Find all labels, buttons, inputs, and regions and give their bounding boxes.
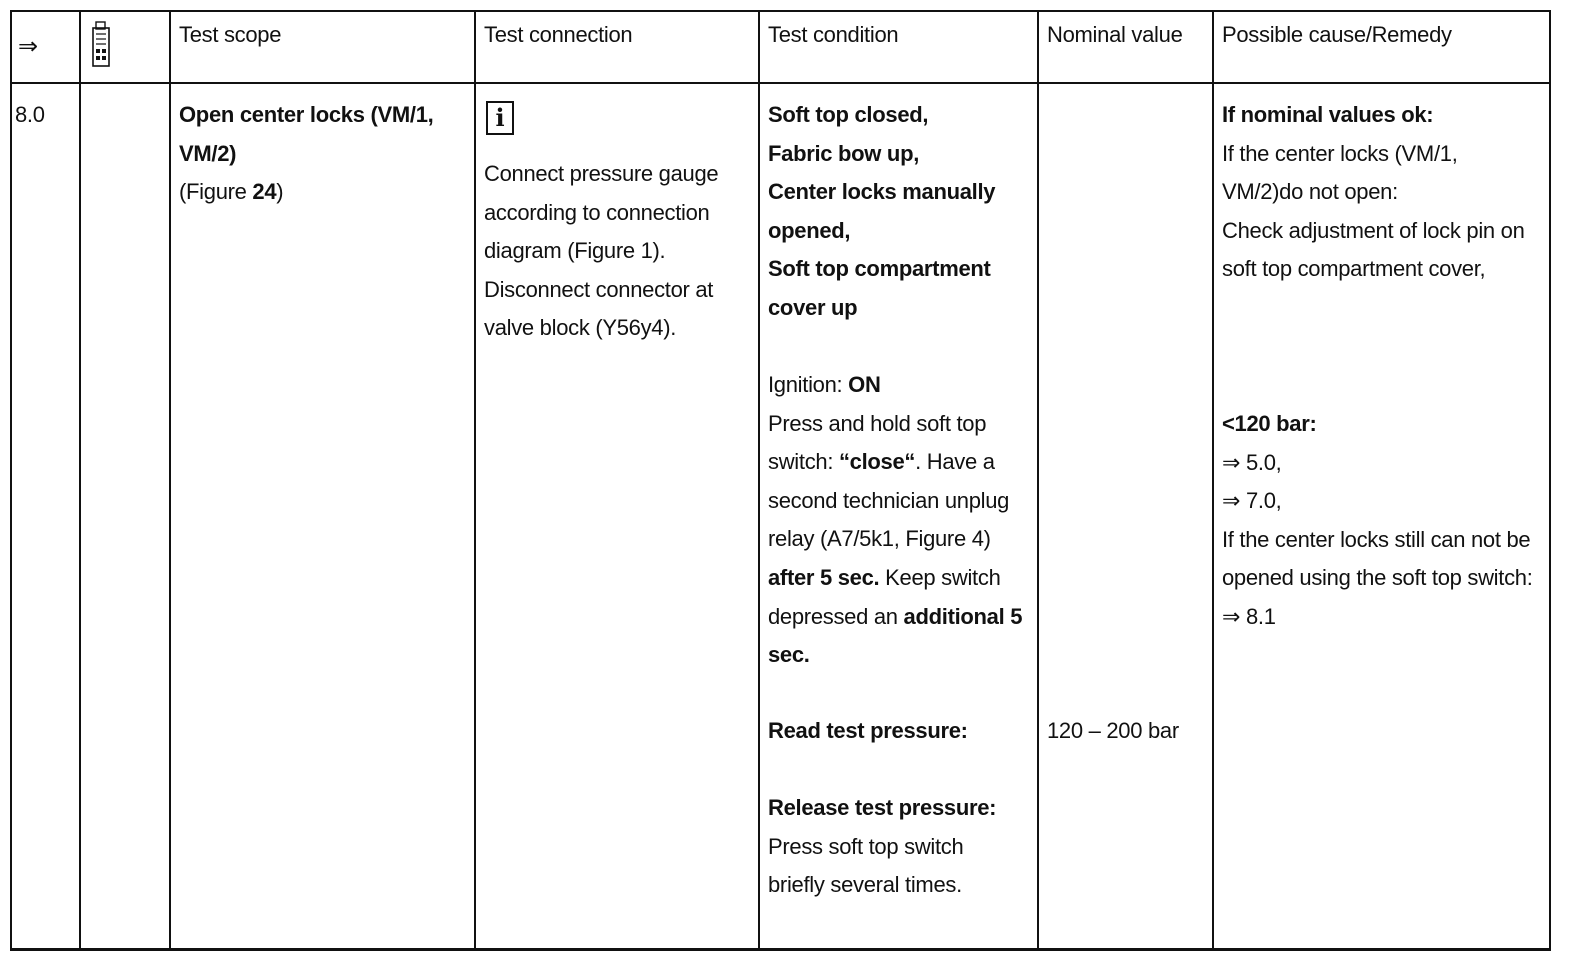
release-line: Press soft top switch <box>768 833 964 859</box>
table-right-border <box>1549 10 1551 951</box>
nominal-value: 120 – 200 bar <box>1047 718 1179 743</box>
tester-icon <box>90 20 112 70</box>
condition-line: cover up <box>768 294 858 320</box>
col-divider-1 <box>79 10 81 951</box>
connection-line: diagram (Figure 1). <box>484 238 666 264</box>
procedure-line: sec. <box>768 642 810 668</box>
condition-line: Center locks manually <box>768 179 996 205</box>
info-icon: i <box>486 101 514 135</box>
procedure-line: after 5 sec. Keep switch <box>768 564 1001 590</box>
col-divider-3 <box>474 10 476 951</box>
header-arrow: ⇒ <box>18 33 38 60</box>
remedy-line: If the center locks still can not be <box>1222 526 1531 552</box>
remedy-line: ⇒ 7.0, <box>1222 488 1282 514</box>
procedure-line: switch: “close“. Have a <box>768 449 995 475</box>
remedy-line: ⇒ 8.1 <box>1222 603 1276 629</box>
procedure-line: depressed an additional 5 <box>768 603 1023 629</box>
remedy-line: soft top compartment cover, <box>1222 256 1486 282</box>
header-possible-cause: Possible cause/Remedy <box>1222 22 1452 47</box>
col-divider-6 <box>1212 10 1214 951</box>
table-top-border <box>10 10 1551 12</box>
remedy-line: VM/2)do not open: <box>1222 179 1398 205</box>
scope-title-line-1: Open center locks (VM/1, <box>179 102 434 127</box>
release-pressure-label: Release test pressure: <box>768 795 997 820</box>
header-test-scope: Test scope <box>179 22 282 47</box>
connection-line: Disconnect connector at <box>484 276 714 302</box>
remedy-line: Check adjustment of lock pin on <box>1222 217 1525 243</box>
remedy-ok-title: If nominal values ok: <box>1222 102 1434 127</box>
header-test-condition: Test condition <box>768 22 899 47</box>
test-connection-cell <box>484 155 718 348</box>
test-condition-preconditions <box>768 96 995 328</box>
remedy-low-title: <120 bar: <box>1222 411 1317 436</box>
condition-line: Soft top closed, <box>768 102 929 127</box>
read-pressure-label: Read test pressure: <box>768 718 968 743</box>
col-divider-4 <box>758 10 760 951</box>
condition-line: Fabric bow up, <box>768 140 920 166</box>
remedy-line: If the center locks (VM/1, <box>1222 140 1458 166</box>
step-number: 8.0 <box>15 102 45 127</box>
remedy-line: ⇒ 5.0, <box>1222 449 1282 475</box>
connection-line: Connect pressure gauge <box>484 161 719 186</box>
table-left-border <box>10 10 12 951</box>
remedy-low-block <box>1222 405 1533 637</box>
header-nominal-value: Nominal value <box>1047 22 1183 47</box>
table-bottom-border <box>10 948 1551 951</box>
scope-title-line-2: VM/2) <box>179 140 237 166</box>
header-bottom-border <box>10 82 1551 84</box>
procedure-line: second technician unplug <box>768 487 1010 513</box>
remedy-line: opened using the soft top switch: <box>1222 565 1533 591</box>
remedy-ok-block <box>1222 96 1525 289</box>
ignition-line: Ignition: ON <box>768 372 881 397</box>
release-line: briefly several times. <box>768 872 962 898</box>
test-condition-procedure <box>768 366 1022 675</box>
header-test-connection: Test connection <box>484 22 633 47</box>
connection-line: according to connection <box>484 199 710 225</box>
condition-line: opened, <box>768 217 851 243</box>
condition-line: Soft top compartment <box>768 256 991 282</box>
col-divider-5 <box>1037 10 1039 951</box>
procedure-line: relay (A7/5k1, Figure 4) <box>768 526 991 552</box>
col-divider-2 <box>169 10 171 951</box>
procedure-line: Press and hold soft top <box>768 410 987 436</box>
connection-line: valve block (Y56y4). <box>484 315 677 341</box>
release-pressure-block <box>768 789 996 905</box>
test-scope-cell <box>179 96 433 212</box>
scope-figure-ref: (Figure 24) <box>179 179 284 205</box>
